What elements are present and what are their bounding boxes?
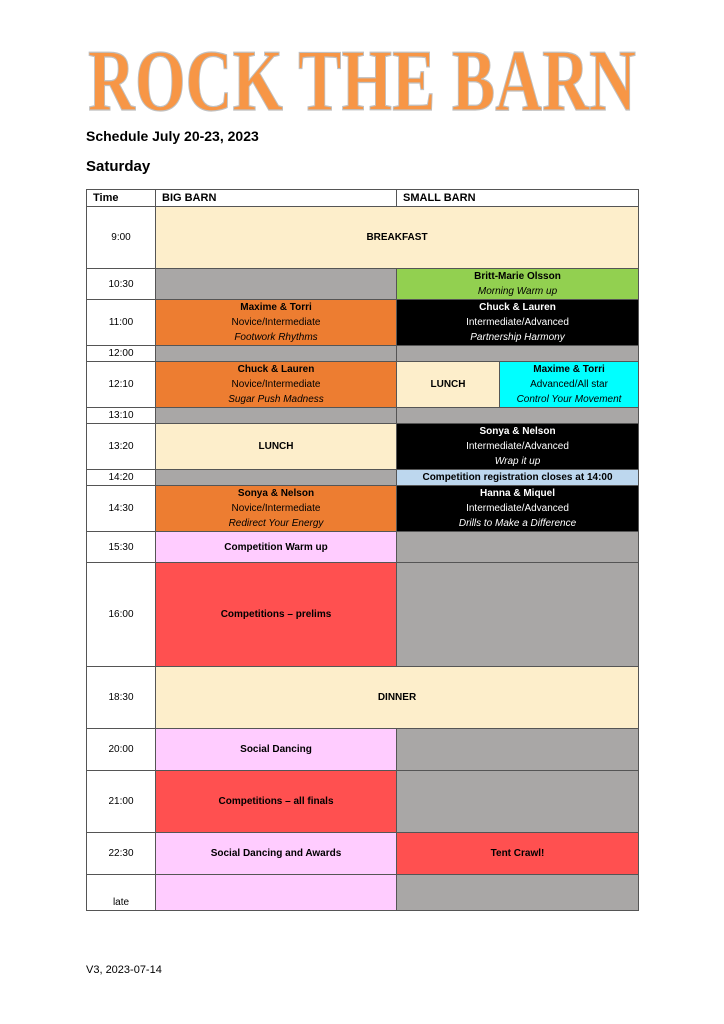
logo-text: ROCK THE BARN xyxy=(88,38,636,120)
table-row xyxy=(87,424,639,470)
time-cell: 10:30 xyxy=(87,269,156,300)
session-cell: Chuck & Lauren Novice/Intermediate Sugar Push Madness xyxy=(156,362,397,408)
col-big-barn: BIG BARN xyxy=(156,190,397,207)
empty-cell xyxy=(397,875,639,911)
time-cell: late xyxy=(87,875,156,911)
event-cell: Competition Warm up xyxy=(156,532,397,563)
breakfast-cell: BREAKFAST xyxy=(156,207,639,269)
schedule-table xyxy=(86,189,639,911)
table-row xyxy=(87,269,639,300)
empty-cell xyxy=(397,408,639,424)
lunch-cell: LUNCH xyxy=(397,362,500,408)
time-cell: 11:00 xyxy=(87,300,156,346)
registration-notice: Competition registration closes at 14:00 xyxy=(397,470,639,486)
table-row xyxy=(87,563,639,667)
event-cell: Competitions – prelims xyxy=(156,563,397,667)
table-row xyxy=(87,667,639,729)
table-row xyxy=(87,486,639,532)
time-cell: 22:30 xyxy=(87,833,156,875)
table-row xyxy=(87,408,639,424)
session-cell: Sonya & Nelson Intermediate/Advanced Wrap it up xyxy=(397,424,639,470)
empty-cell xyxy=(156,269,397,300)
empty-cell xyxy=(156,408,397,424)
time-cell: 12:10 xyxy=(87,362,156,408)
table-row xyxy=(87,875,639,911)
session-cell: Chuck & Lauren Intermediate/Advanced Partnership Harmony xyxy=(397,300,639,346)
time-cell: 21:00 xyxy=(87,771,156,833)
dinner-cell: DINNER xyxy=(156,667,639,729)
time-cell: 16:00 xyxy=(87,563,156,667)
session-cell: Hanna & Miquel Intermediate/Advanced Drills to Make a Difference xyxy=(397,486,639,532)
session-cell: Maxime & Torri Novice/Intermediate Footwork Rhythms xyxy=(156,300,397,346)
table-row xyxy=(87,833,639,875)
table-row xyxy=(87,346,639,362)
time-cell: 13:20 xyxy=(87,424,156,470)
empty-cell xyxy=(397,346,639,362)
time-cell: 14:20 xyxy=(87,470,156,486)
version-footer: V3, 2023-07-14 xyxy=(86,964,162,976)
col-time: Time xyxy=(87,190,156,207)
empty-cell xyxy=(156,470,397,486)
time-cell: 20:00 xyxy=(87,729,156,771)
time-cell: 18:30 xyxy=(87,667,156,729)
table-row xyxy=(87,729,639,771)
table-row xyxy=(87,532,639,563)
time-cell: 9:00 xyxy=(87,207,156,269)
schedule-dates: Schedule July 20-23, 2023 xyxy=(86,128,259,144)
event-cell: Social Dancing xyxy=(156,729,397,771)
event-cell xyxy=(156,875,397,911)
session-cell: Maxime & Torri Advanced/All star Control Your Movement xyxy=(500,362,639,408)
table-row xyxy=(87,300,639,346)
event-cell: Social Dancing and Awards xyxy=(156,833,397,875)
rock-the-barn-logo xyxy=(86,38,638,120)
event-cell: Tent Crawl! xyxy=(397,833,639,875)
event-cell: Competitions – all finals xyxy=(156,771,397,833)
time-cell: 12:00 xyxy=(87,346,156,362)
table-row xyxy=(87,207,639,269)
header-row xyxy=(87,190,639,207)
time-cell: 13:10 xyxy=(87,408,156,424)
time-cell: 14:30 xyxy=(87,486,156,532)
lunch-cell: LUNCH xyxy=(156,424,397,470)
session-cell: Sonya & Nelson Novice/Intermediate Redirect Your Energy xyxy=(156,486,397,532)
time-cell: 15:30 xyxy=(87,532,156,563)
table-row xyxy=(87,470,639,486)
empty-cell xyxy=(397,532,639,563)
empty-cell xyxy=(156,346,397,362)
empty-cell xyxy=(397,729,639,771)
empty-cell xyxy=(397,771,639,833)
day-heading: Saturday xyxy=(86,158,151,175)
table-row xyxy=(87,362,639,408)
col-small-barn: SMALL BARN xyxy=(397,190,639,207)
session-cell: Britt-Marie Olsson Morning Warm up xyxy=(397,269,639,300)
table-row xyxy=(87,771,639,833)
empty-cell xyxy=(397,563,639,667)
